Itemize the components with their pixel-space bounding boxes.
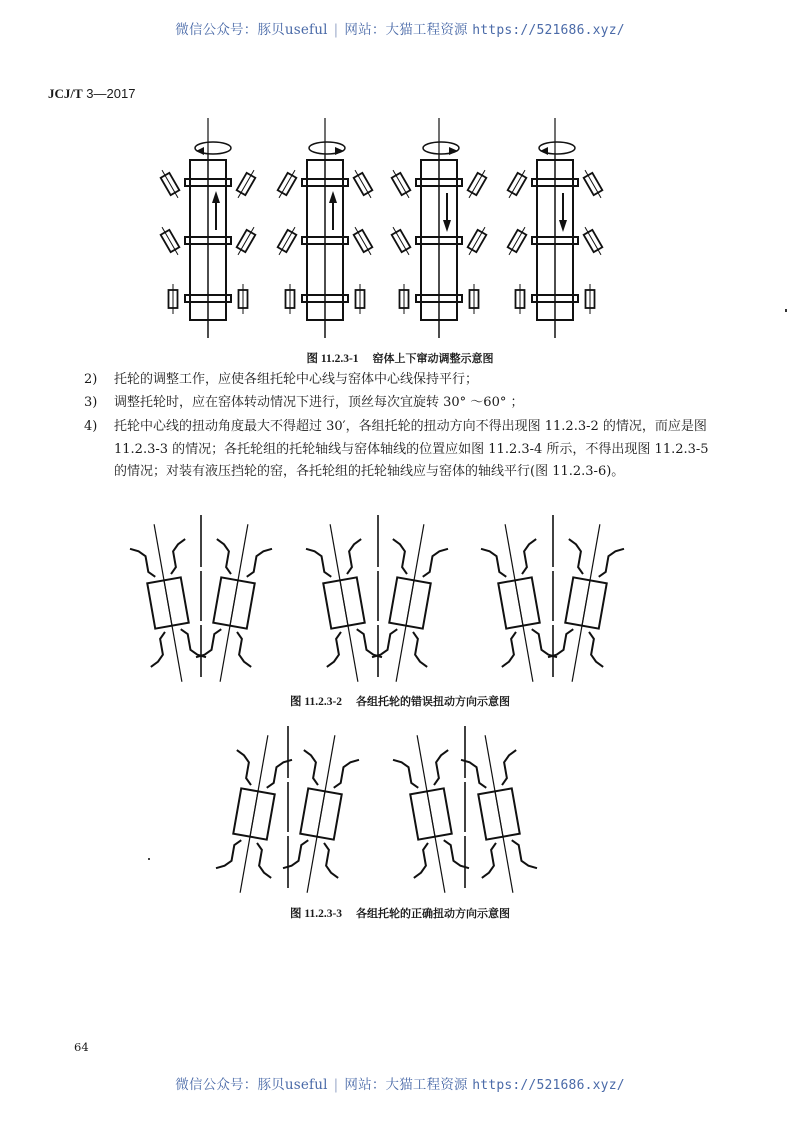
site-label: 网站：大猫工程资源 (344, 22, 468, 38)
site-url[interactable]: https://521686.xyz/ (472, 23, 625, 38)
figure-title: 窑体上下窜动调整示意图 (372, 352, 494, 365)
site-label: 网站：大猫工程资源 (344, 1077, 468, 1093)
wechat-label: 微信公众号：豚贝useful (175, 1077, 328, 1093)
kiln-panel-1 (158, 118, 259, 338)
figure-number: 图 11.2.3-2 (289, 696, 343, 708)
roller-pair-2 (303, 515, 452, 687)
figure-title: 各组托轮的错误扭动方向示意图 (356, 695, 511, 708)
figure-caption-3 (0, 905, 800, 921)
page-number: 64 (74, 1040, 89, 1054)
site-url[interactable]: https://521686.xyz/ (472, 1078, 625, 1093)
list-item-3 (84, 393, 724, 413)
figure-11-2-3-3-diagram (0, 720, 800, 900)
figure-11-2-3-2-diagram (0, 510, 800, 710)
kiln-panel-4 (505, 118, 606, 338)
roller-pair-1 (213, 726, 363, 898)
doc-code-number: 3—2017 (82, 86, 136, 101)
separator: | (333, 22, 339, 38)
list-item-2 (84, 370, 724, 390)
kiln-panel-3 (389, 118, 490, 338)
watermark-bottom (0, 1073, 800, 1093)
list-index: 3) (84, 395, 98, 410)
kiln-panel-2 (275, 118, 376, 338)
doc-code-prefix: JCJ/T (48, 86, 83, 101)
list-text: 调整托轮时，应在窑体转动情况下进行，顶丝每次宜旋转 30° ～60° ； (114, 395, 524, 410)
separator: | (333, 1077, 339, 1093)
figure-title: 各组托轮的正确扭动方向示意图 (356, 907, 511, 920)
figure-number: 图 11.2.3-1 (306, 353, 359, 365)
figure-caption-1 (0, 350, 800, 366)
list-text: 托轮中心线的扭动角度最大不得超过 30′，各组托轮的扭动方向不得出现图 11.2.3-2 的情况，而应是图 11.2.3-3 的情况；各托轮组的托轮轴线与窑体轴线的位置应如图 11.2.3-4 所示，不得出现图 11.2.3-5 的情况；对装有液压挡轮的窑，各托轮组的托轮轴线应与窑体的轴线平行(图 11.2.3-6)。 (114, 419, 709, 479)
list-item-4 (84, 416, 724, 484)
figure-number: 图 11.2.3-3 (289, 908, 343, 920)
roller-pair-2 (390, 726, 541, 898)
list-index: 4) (84, 419, 98, 434)
figure-caption-2 (0, 693, 800, 709)
wechat-label: 微信公众号：豚贝useful (175, 22, 328, 38)
roller-pair-3 (478, 515, 628, 687)
roller-pair-1 (127, 515, 276, 687)
list-text: 托轮的调整工作，应使各组托轮中心线与窑体中心线保持平行； (114, 372, 479, 387)
figure-11-2-3-1-diagram (0, 0, 800, 345)
list-index: 2) (84, 372, 98, 387)
